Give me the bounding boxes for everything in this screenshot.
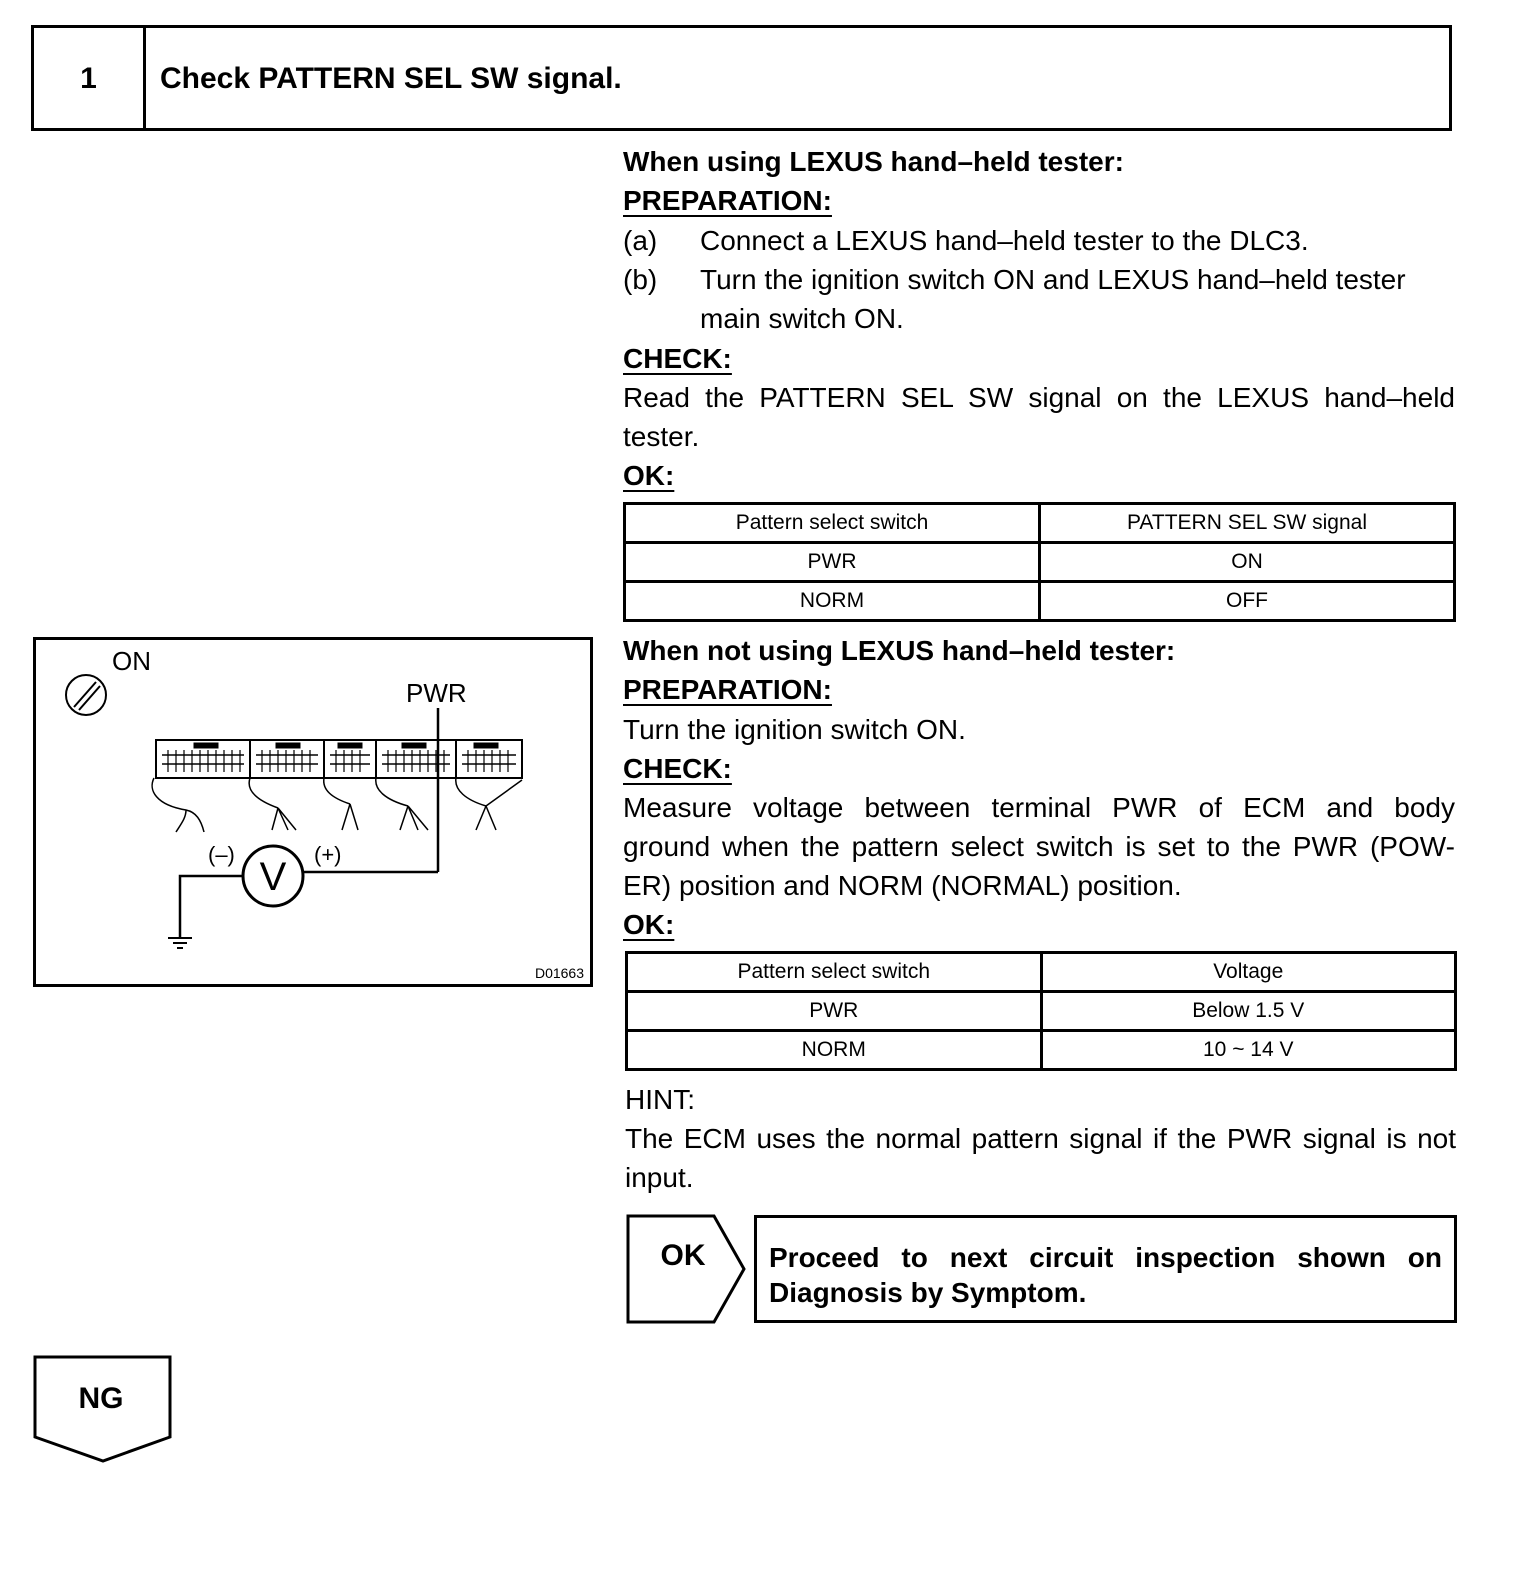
ok-arrow-icon xyxy=(626,1214,750,1326)
hint-label: HINT: xyxy=(625,1084,695,1115)
table-row xyxy=(627,992,1456,1031)
table-cell: PWR xyxy=(627,992,1042,1031)
step-b-text-line1: Turn the ignition switch ON and LEXUS hand–held tester xyxy=(700,264,1406,295)
without-tester-check-line3: ER) position and NORM (NORMAL) position. xyxy=(623,870,1182,901)
table-cell: PWR xyxy=(625,543,1040,582)
step-number-cell xyxy=(34,28,146,128)
voltmeter-symbol: V xyxy=(259,855,287,899)
table-header-cell: PATTERN SEL SW signal xyxy=(1040,504,1455,543)
with-tester-check-line1: Read the PATTERN SEL SW signal on the LEXUS hand–held xyxy=(623,382,1455,413)
ng-arrow-icon xyxy=(33,1355,175,1467)
table-cell: NORM xyxy=(625,582,1040,621)
table-cell: 10 ~ 14 V xyxy=(1041,1031,1456,1070)
table-row xyxy=(627,1031,1456,1070)
ok-result-line2: Diagnosis by Symptom. xyxy=(769,1277,1087,1308)
ignition-key-icon xyxy=(66,675,106,715)
ecm-connector-icon xyxy=(152,740,522,832)
without-tester-preparation-label: PREPARATION: xyxy=(623,674,832,705)
with-tester-preparation-label: PREPARATION: xyxy=(623,185,832,216)
without-tester-check-line2: ground when the pattern select switch is set to the PWR (POW- xyxy=(623,831,1455,862)
step-a-marker: (a) xyxy=(623,225,658,256)
without-tester-ok-label: OK: xyxy=(623,909,675,940)
table-row xyxy=(625,504,1455,543)
ok-result-text xyxy=(769,1240,1442,1310)
pwr-label: PWR xyxy=(406,678,467,708)
wiring-figure xyxy=(33,637,593,987)
ok-label: OK xyxy=(660,1239,706,1272)
table-row xyxy=(627,953,1456,992)
ok-result-box xyxy=(754,1215,1457,1323)
step-b-text-line2: main switch ON. xyxy=(700,303,904,334)
step-b-marker: (b) xyxy=(623,264,658,295)
ground-icon xyxy=(168,938,192,948)
ok-result-line1: Proceed to next circuit inspection shown on xyxy=(769,1242,1442,1273)
with-tester-check-label: CHECK: xyxy=(623,343,732,374)
without-tester-check-line1: Measure voltage between terminal PWR of ECM and body xyxy=(623,792,1455,823)
table-header-cell: Pattern select switch xyxy=(625,504,1040,543)
wiring-diagram xyxy=(36,640,590,984)
step-a-text: Connect a LEXUS hand–held tester to the DLC3. xyxy=(700,225,1309,256)
with-tester-ok-label: OK: xyxy=(623,460,675,491)
with-tester-check-line2: tester. xyxy=(623,421,700,452)
table-cell: Below 1.5 V xyxy=(1041,992,1456,1031)
hint-line2: input. xyxy=(625,1162,694,1193)
signal-table xyxy=(623,502,1456,622)
table-row xyxy=(625,582,1455,621)
voltage-table xyxy=(625,951,1457,1071)
step-title: Check PATTERN SEL SW signal. xyxy=(160,62,622,95)
plus-lead-label: (+) xyxy=(314,842,342,867)
figure-code: D01663 xyxy=(534,965,584,981)
hint-line1: The ECM uses the normal pattern signal if the PWR signal is not xyxy=(625,1123,1456,1154)
without-tester-heading: When not using LEXUS hand–held tester: xyxy=(623,635,1176,666)
table-cell: ON xyxy=(1040,543,1455,582)
table-cell: NORM xyxy=(627,1031,1042,1070)
voltmeter-icon xyxy=(243,846,303,906)
step-header xyxy=(31,25,1452,131)
with-tester-heading: When using LEXUS hand–held tester: xyxy=(623,146,1124,177)
table-header-cell: Voltage xyxy=(1041,953,1456,992)
without-tester-check-label: CHECK: xyxy=(623,753,732,784)
ignition-on-label: ON xyxy=(112,646,151,676)
table-cell: OFF xyxy=(1040,582,1455,621)
negative-lead-line xyxy=(180,876,243,938)
without-tester-preparation-text: Turn the ignition switch ON. xyxy=(623,714,966,745)
step-number: 1 xyxy=(80,62,97,95)
table-header-cell: Pattern select switch xyxy=(627,953,1042,992)
ng-label: NG xyxy=(78,1382,124,1415)
minus-lead-label: (–) xyxy=(208,842,235,867)
table-row xyxy=(625,543,1455,582)
